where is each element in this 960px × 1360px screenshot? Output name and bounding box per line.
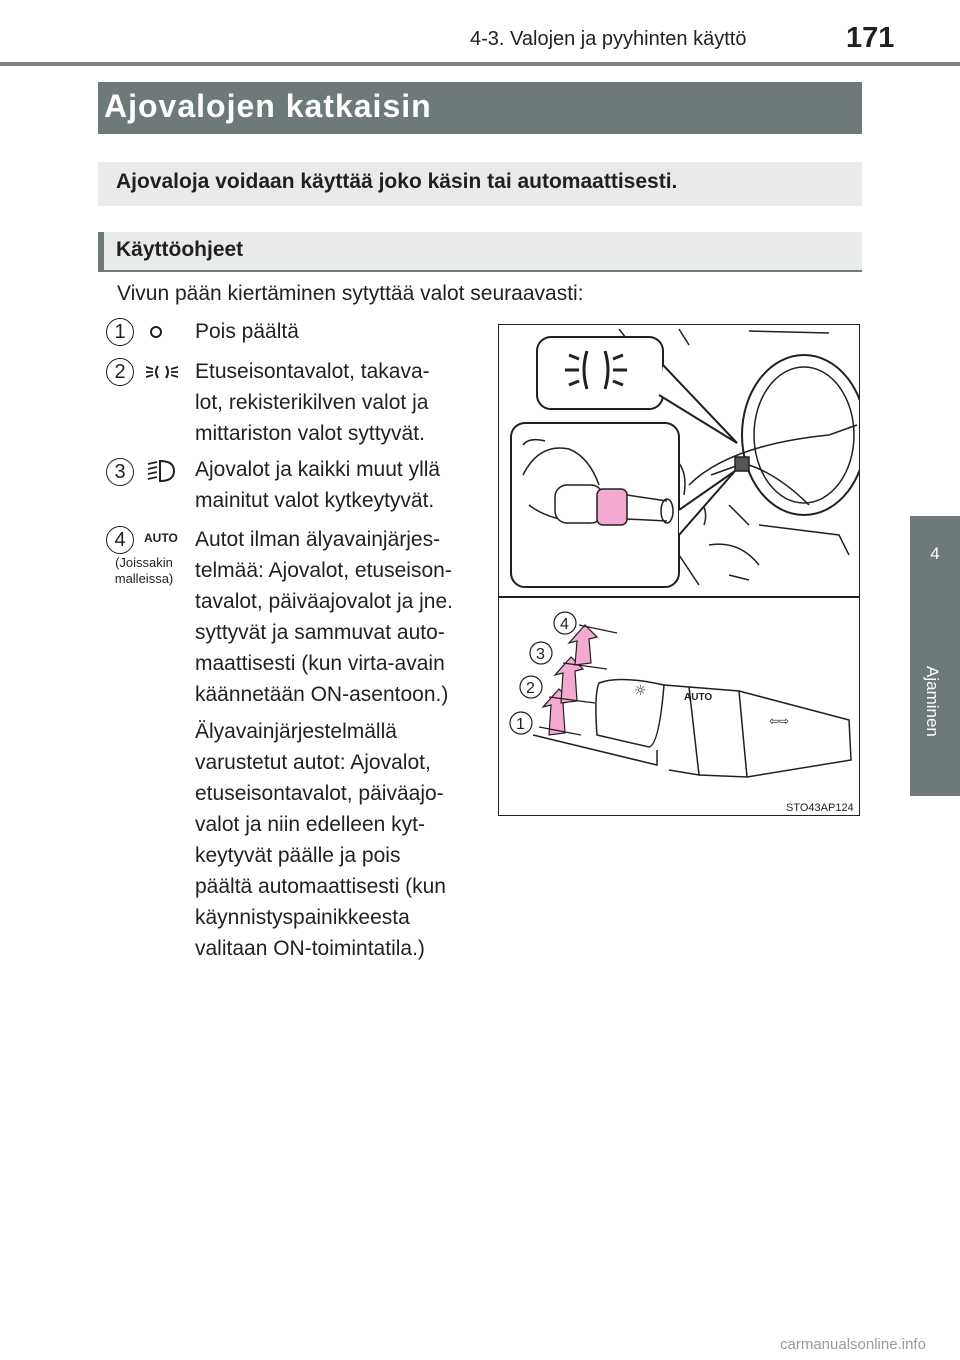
illustration-code: STO43AP124: [786, 802, 854, 814]
item-number-4: 4: [106, 526, 134, 554]
item-text-4b: [195, 716, 477, 964]
subheading-accent: [98, 232, 104, 272]
item-text-2-line: mittariston valot syttyvät.: [195, 422, 425, 445]
callout-3: 3: [536, 646, 545, 663]
headlight-icon: [146, 456, 178, 491]
switch-drawing: [499, 325, 859, 815]
item-text-2-line: lot, rekisterikilven valot ja: [195, 391, 429, 414]
item-text-4b-line: varustetut autot: Ajovalot,: [195, 751, 431, 774]
item-text-4-line: Autot ilman älyavainjärjes-: [195, 528, 441, 551]
item-text-1: Pois päältä: [195, 320, 299, 343]
item-text-4b-line: valot ja niin edelleen kyt-: [195, 813, 425, 836]
auto-mode-label: AUTO: [144, 531, 178, 545]
note-line: (Joissakin: [115, 555, 173, 570]
item-4-note: [104, 555, 184, 587]
chapter-label: Ajaminen: [923, 666, 942, 737]
footer-watermark: carmanualsonline.info: [780, 1336, 926, 1353]
item-text-3-line: Ajovalot ja kaikki muut yllä: [195, 458, 441, 481]
chapter-tab: [910, 516, 960, 796]
item-text-4b-line: käynnistyspainikkeesta: [195, 906, 410, 929]
item-text-4-line: käännetään ON-asentoon.): [195, 683, 449, 706]
callout-4: 4: [560, 616, 569, 633]
item-text-4-line: tavalot, päiväajovalot ja jne.: [195, 590, 453, 613]
section-reference: 4-3. Valojen ja pyyhinten käyttö: [470, 28, 747, 50]
callout-1: 1: [516, 716, 525, 733]
item-text-2-line: Etuseisontavalot, takava-: [195, 360, 430, 383]
auto-label: AUTO: [684, 692, 713, 703]
item-text-4-line: syttyvät ja sammuvat auto-: [195, 621, 445, 644]
item-text-4b-line: keytyvät päälle ja pois: [195, 844, 401, 867]
item-text-2: [195, 356, 477, 449]
svg-text:⇦⇨: ⇦⇨: [769, 714, 790, 728]
item-text-4b-line: päältä automaattisesti (kun: [195, 875, 446, 898]
subheading-box: [98, 232, 862, 272]
intro-text: Vivun pään kiertäminen sytyttää valot seuraavasti:: [117, 282, 584, 305]
item-text-4b-line: Älyavainjärjestelmällä: [195, 720, 397, 743]
summary-text: Ajovaloja voidaan käyttää joko käsin tai automaattisesti.: [116, 170, 678, 193]
item-number-3: 3: [106, 458, 134, 486]
off-icon: [148, 324, 164, 345]
item-number-2: 2: [106, 358, 134, 386]
item-text-4-line: maattisesti (kun virta-avain: [195, 652, 445, 675]
callout-2: 2: [526, 680, 535, 697]
item-text-4: [195, 524, 477, 710]
item-text-3-line: mainitut valot kytkeytyvät.: [195, 489, 435, 512]
item-number-1: 1: [106, 318, 134, 346]
item-text-4b-line: etuseisontavalot, päiväajo-: [195, 782, 444, 805]
svg-text:☼: ☼: [634, 683, 647, 699]
page-title: Ajovalojen katkaisin: [104, 88, 432, 124]
tail-light-icon: [144, 360, 180, 389]
page-number: 171: [846, 22, 895, 54]
note-line: malleissa): [114, 571, 174, 586]
chapter-number: 4: [930, 544, 940, 563]
item-text-4-line: telmää: Ajovalot, etuseison-: [195, 559, 452, 582]
subheading-text: Käyttöohjeet: [116, 238, 244, 261]
header-rule: [0, 62, 960, 66]
switch-illustration: [498, 324, 860, 816]
item-text-3: [195, 454, 477, 516]
summary-box: [98, 162, 862, 206]
page-title-bar: [98, 82, 862, 134]
rotation-arrows: [543, 625, 597, 735]
item-text-4b-line: valitaan ON-toimintatila.): [195, 937, 425, 960]
